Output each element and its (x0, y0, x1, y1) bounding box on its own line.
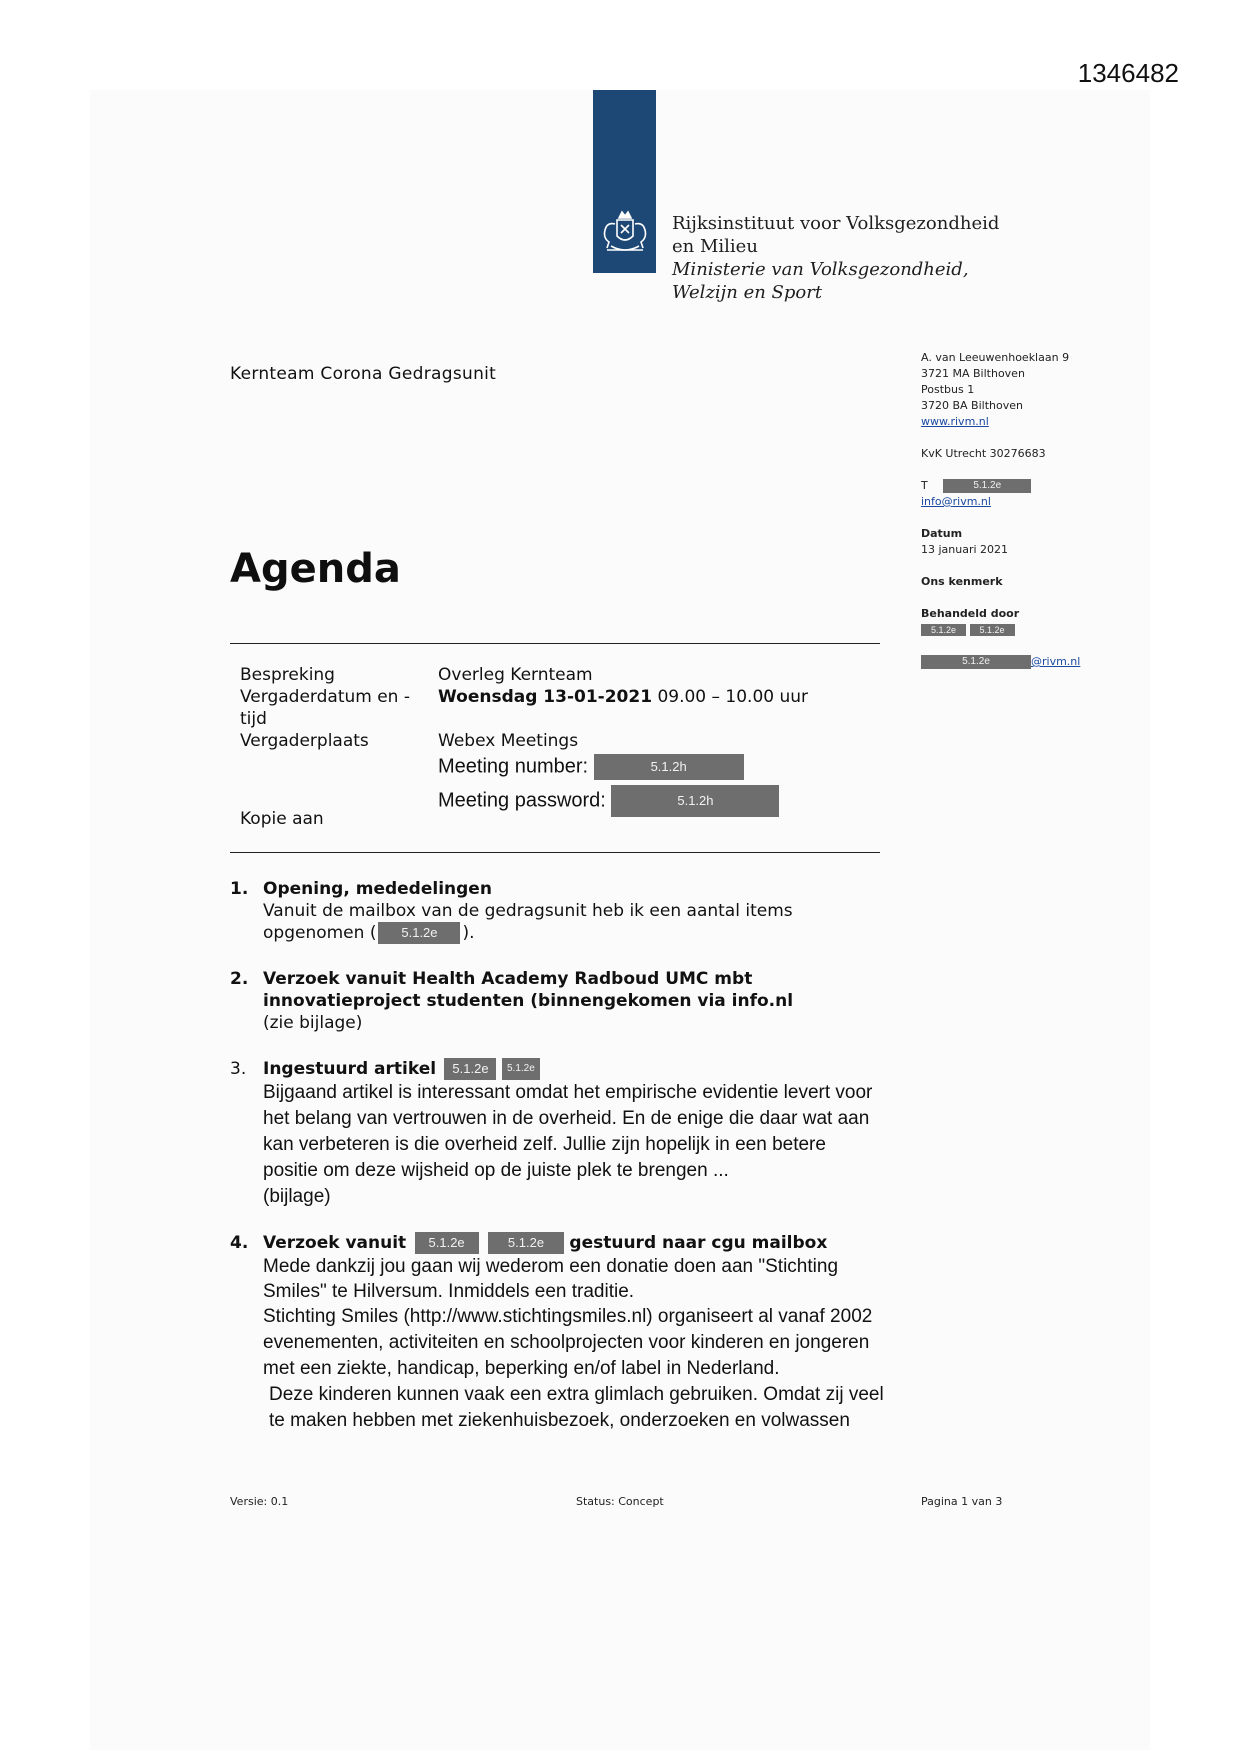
item-heading-row (263, 1232, 930, 1254)
spacer (921, 590, 1101, 606)
redaction-block: 5.1.2e (921, 655, 1031, 669)
vergaderplaats-value: Webex Meetings (438, 731, 579, 751)
footer-version: Versie: 0.1 (230, 1495, 289, 1508)
vergaderplaats-label: Vergaderplaats (240, 731, 369, 751)
item-heading: Ingestuurd artikel (263, 1059, 437, 1079)
email-domain[interactable]: @rivm.nl (1031, 655, 1081, 668)
meeting-number-redaction: 5.1.2h (594, 754, 744, 780)
item-number: 3. (230, 1059, 247, 1079)
logo-line-2: en Milieu (672, 236, 758, 257)
item-heading: Verzoek vanuit Health Academy Radboud UMC mbt (263, 969, 753, 989)
meeting-password-row (438, 785, 779, 817)
item-heading-row (263, 1058, 930, 1080)
logo-line-4: Welzijn en Sport (672, 282, 823, 303)
divider (230, 643, 880, 644)
item-text-start: opgenomen ( (263, 923, 377, 943)
meeting-number-label: Meeting number: (438, 755, 589, 778)
royal-crest-icon (597, 208, 653, 258)
footer-status: Status: Concept (576, 1495, 664, 1508)
behandeld-redactions (921, 622, 1101, 638)
item-text: Bijgaand artikel is interessant omdat het empirische evidentie levert voor (263, 1082, 873, 1103)
agenda-item (230, 1058, 930, 1210)
item-text: evenementen, activiteiten en schoolprojecten voor kinderen en jongeren (263, 1332, 870, 1353)
address-pobox: Postbus 1 (921, 383, 975, 396)
item-text: Stichting Smiles (http://www.stichtingsmiles.nl) organiseert al vanaf 2002 (263, 1306, 873, 1327)
spacer (921, 638, 1101, 654)
item-text: te maken hebben met ziekenhuisbezoek, onderzoeken en volwassen (269, 1410, 850, 1431)
meeting-time: 09.00 – 10.00 uur (652, 687, 809, 707)
spacer (921, 510, 1101, 526)
bespreking-value: Overleg Kernteam (438, 665, 593, 685)
contact-email-row (921, 654, 1101, 670)
spacer (921, 462, 1101, 478)
redaction-block: 5.1.2e (488, 1232, 564, 1254)
kvk-number: KvK Utrecht 30276683 (921, 447, 1046, 460)
kopie-aan-label: Kopie aan (240, 809, 324, 829)
vergaderdatum-label (240, 686, 410, 730)
item-number: 1. (230, 879, 249, 899)
meeting-date: Woensdag 13-01-2021 (438, 687, 653, 707)
redaction-block: 5.1.2e (415, 1232, 479, 1254)
phone-redaction: 5.1.2e (943, 479, 1031, 493)
agenda-items (230, 878, 930, 1434)
item-heading: Opening, mededelingen (263, 879, 492, 899)
item-heading: gestuurd naar cgu mailbox (569, 1233, 828, 1253)
vergaderdatum-label-line1: Vergaderdatum en - (240, 687, 410, 707)
item-number: 2. (230, 969, 249, 989)
divider (230, 852, 880, 853)
redaction-block: 5.1.2e (502, 1058, 540, 1080)
sender-department: Kernteam Corona Gedragsunit (230, 364, 497, 384)
phone-label: T (921, 479, 928, 492)
meeting-password-redaction: 5.1.2h (611, 785, 779, 817)
item-text-end: ). (462, 923, 475, 943)
logo-line-3: Ministerie van Volksgezondheid, (672, 259, 969, 280)
address-street: A. van Leeuwenhoeklaan 9 (921, 351, 1070, 364)
footer-page-number: Pagina 1 van 3 (921, 1495, 1003, 1508)
item-text: Smiles" te Hilversum. Inmiddels een traditie. (263, 1281, 635, 1302)
item-text: (zie bijlage) (263, 1013, 363, 1033)
organization-name (672, 212, 999, 304)
spacer (921, 558, 1101, 574)
redaction-block: 5.1.2e (970, 624, 1015, 636)
address-pobox-postal: 3720 BA Bilthoven (921, 399, 1023, 412)
redaction-block: 5.1.2e (921, 624, 966, 636)
behandeld-door-label: Behandeld door (921, 607, 1020, 620)
spacer (921, 430, 1101, 446)
email-link[interactable]: info@rivm.nl (921, 495, 991, 508)
agenda-item (230, 1232, 930, 1434)
logo-line-1: Rijksinstituut voor Volksgezondheid (672, 213, 1000, 234)
item-text: het belang van vertrouwen in de overheid. En de enige die daar wat aan (263, 1108, 870, 1129)
agenda-item (230, 968, 930, 1034)
item-heading: innovatieproject studenten (binnengekomen via info.nl (263, 991, 794, 1011)
agenda-item (230, 878, 930, 944)
page-title: Agenda (230, 546, 401, 592)
item-text (263, 922, 930, 944)
datum-value: 13 januari 2021 (921, 543, 1009, 556)
website-link[interactable]: www.rivm.nl (921, 415, 989, 428)
redaction-block: 5.1.2e (378, 922, 460, 944)
contact-sidebar (921, 350, 1101, 670)
item-text: Mede dankzij jou gaan wij wederom een donatie doen aan "Stichting (263, 1256, 839, 1277)
item-text: positie om deze wijsheid op de juiste plek te brengen ... (263, 1160, 729, 1181)
item-text: Deze kinderen kunnen vaak een extra glimlach gebruiken. Omdat zij veel (269, 1384, 884, 1405)
vergaderdatum-label-line2: tijd (240, 709, 267, 729)
phone-row (921, 478, 1101, 494)
item-text: kan verbeteren is die overheid zelf. Jullie zijn hopelijk in een betere (263, 1134, 826, 1155)
item-text: met een ziekte, handicap, beperking en/of label in Nederland. (263, 1358, 780, 1379)
item-heading: Verzoek vanuit (263, 1233, 407, 1253)
redaction-block: 5.1.2e (444, 1058, 496, 1080)
vergaderdatum-value (438, 686, 808, 708)
bespreking-label: Bespreking (240, 665, 335, 685)
meeting-password-label: Meeting password: (438, 789, 606, 812)
kenmerk-label: Ons kenmerk (921, 575, 1003, 588)
meeting-number-row (438, 754, 744, 780)
datum-label: Datum (921, 527, 963, 540)
item-number: 4. (230, 1233, 249, 1253)
item-text: Vanuit de mailbox van de gedragsunit heb ik een aantal items (263, 901, 793, 921)
address-postal: 3721 MA Bilthoven (921, 367, 1025, 380)
document-number: 1346482 (1077, 58, 1179, 88)
item-text: (bijlage) (263, 1186, 331, 1207)
